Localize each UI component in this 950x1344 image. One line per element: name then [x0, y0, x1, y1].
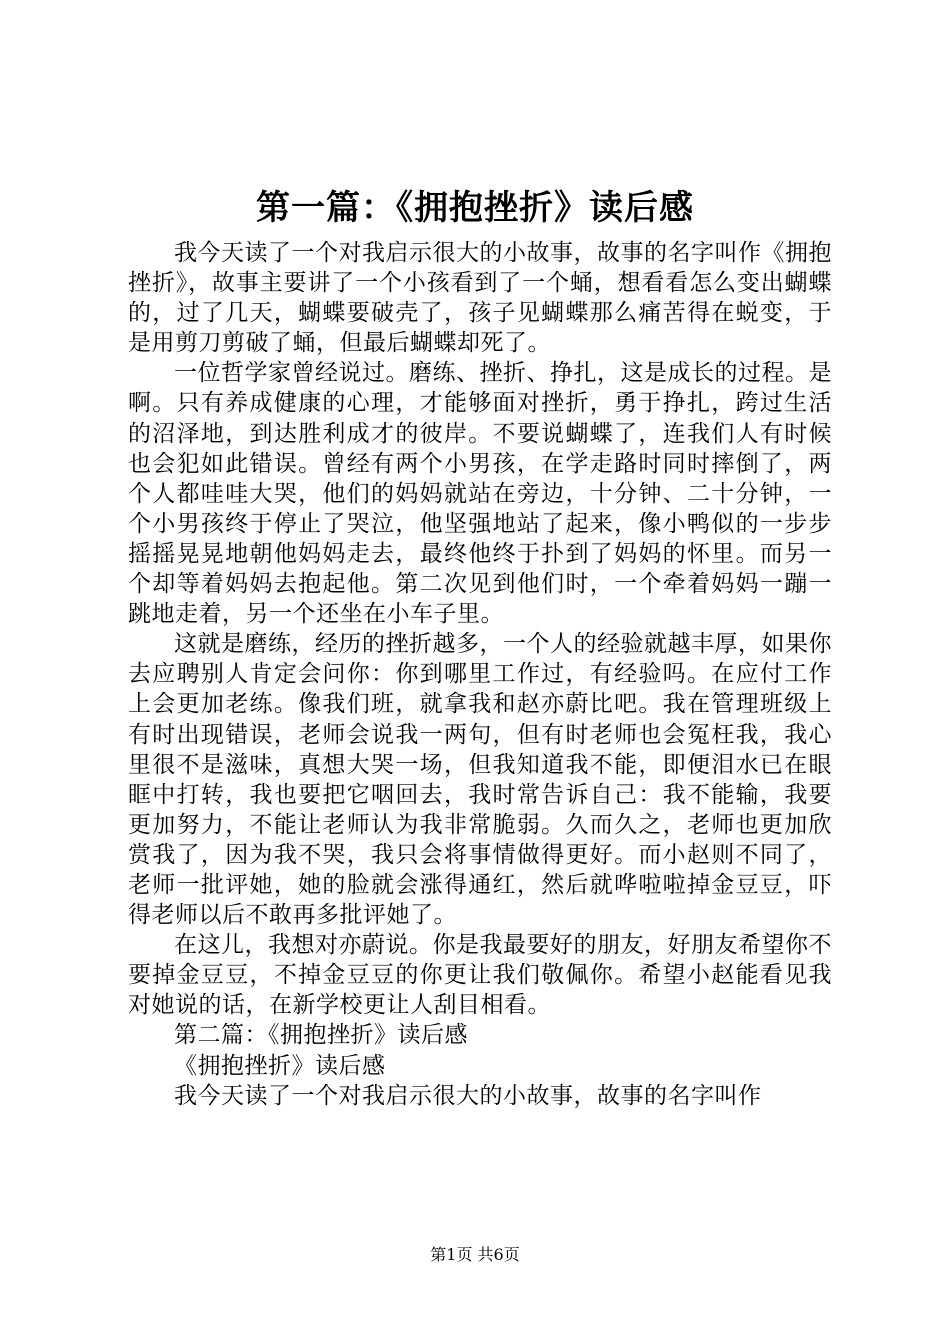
paragraph-3: 这就是磨练，经历的挫折越多，一个人的经验就越丰厚，如果你去应聘别人肯定会问你：你到哪里工作过，有经验吗。在应付工作上会更加老练。像我们班，就拿我和赵亦蔚比吧。我在管理班级上有时出现错误，老师会说我一两句，但有时老师也会冤枉我，我心里很不是滋味，真想大哭一场，但我知道我不能，即便泪水已在眼眶中打转，我也要把它咽回去，我时常告诉自己：我不能输，我要更加努力，不能让老师认为我非常脆弱。久而久之，老师也更加欣赏我了，因为我不哭，我只会将事情做得更好。而小赵则不同了，老师一批评她，她的脸就会涨得通红，然后就哗啦啦掉金豆豆，吓得老师以后不敢再多批评她了。: [128, 631, 832, 929]
paragraph-4: 在这儿，我想对亦蔚说。你是我最要好的朋友，好朋友希望你不要掉金豆豆，不掉金豆豆的你更让我们敬佩你。希望小赵能看见我对她说的话，在新学校更让人刮目相看。: [128, 932, 832, 1019]
document-title: 第一篇：《拥抱挫折》读后感: [256, 188, 694, 228]
second-article-heading: 第二篇：《拥抱挫折》读后感: [174, 1022, 468, 1049]
page-footer: [0, 1243, 950, 1267]
paragraph-2: 一位哲学家曾经说过。磨练、挫折、挣扎，这是成长的过程。是啊。只有养成健康的心理，才能够面对挫折，勇于挣扎，跨过生活的沼泽地，到达胜利成才的彼岸。不要说蝴蝶了，连我们人有时候也会犯如此错误。曾经有两个小男孩，在学走路时同时摔倒了，两个人都哇哇大哭，他们的妈妈就站在旁边，十分钟、二十分钟，一个小男孩终于停止了哭泣，他坚强地站了起来，像小鸭似的一步步摇摇晃晃地朝他妈妈走去，最终他终于扑到了妈妈的怀里。而另一个却等着妈妈去抱起他。第二次见到他们时，一个牵着妈妈一蹦一跳地走着，另一个还坐在小车子里。: [128, 360, 832, 628]
second-article-subtitle: 《拥抱挫折》读后感: [174, 1052, 386, 1079]
page-number: 第1页: [430, 1245, 473, 1264]
paragraph-1: 我今天读了一个对我启示很大的小故事，故事的名字叫作《拥抱挫折》，故事主要讲了一个小孩看到了一个蛹，想看看怎么变出蝴蝶的，过了几天，蝴蝶要破壳了，孩子见蝴蝶那么痛苦得在蜕变，于是用剪刀剪破了蛹，但最后蝴蝶却死了。: [128, 240, 832, 357]
page-total: 共6页: [477, 1245, 520, 1264]
second-article-paragraph-1: 我今天读了一个对我启示很大的小故事，故事的名字叫作: [174, 1082, 762, 1109]
document-body: [128, 238, 832, 1111]
